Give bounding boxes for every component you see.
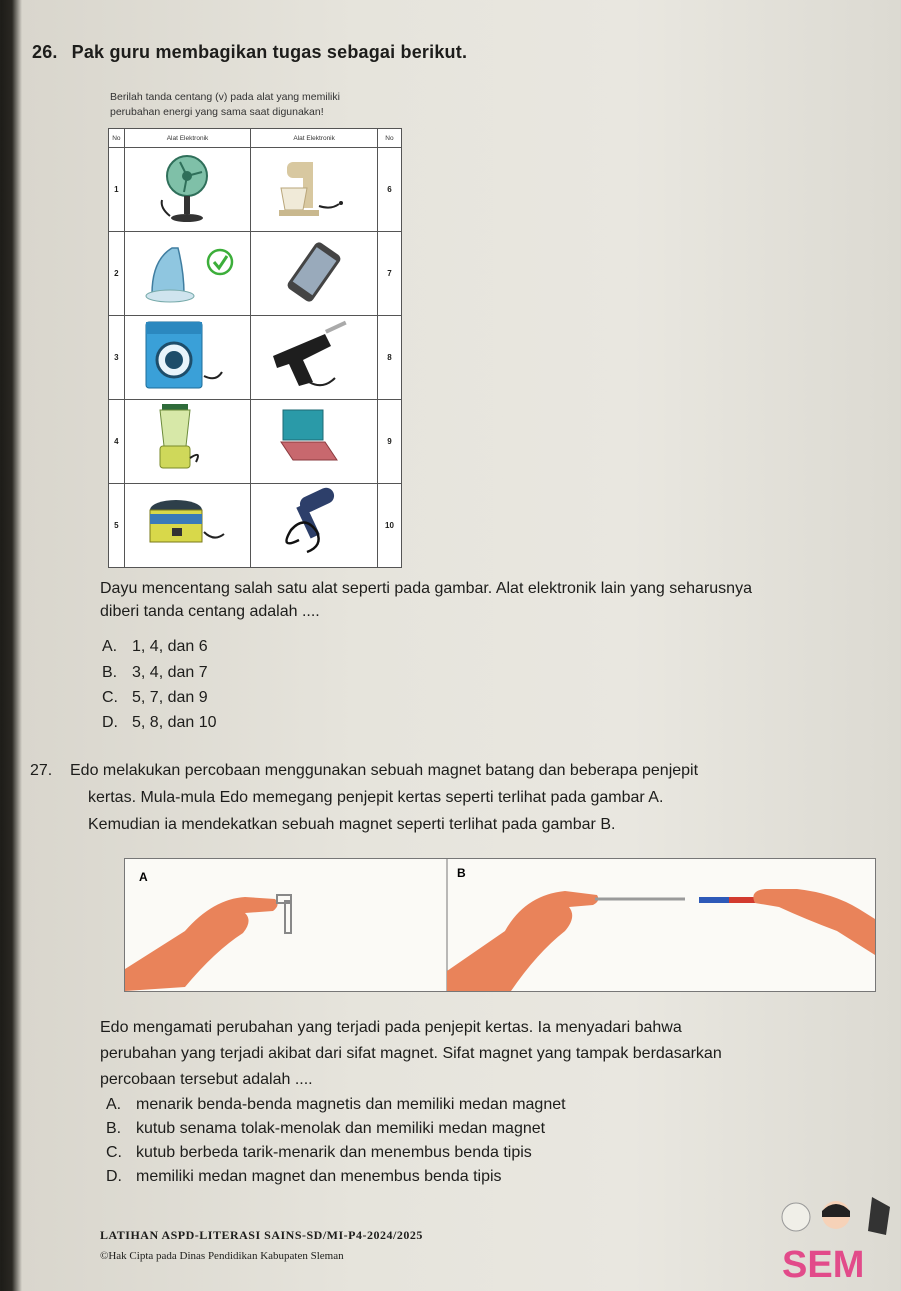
option-a[interactable] (102, 638, 208, 656)
glue-gun-icon[interactable] (251, 316, 378, 400)
question-number: 27. (30, 762, 53, 779)
option-letter: B. (102, 664, 118, 681)
row-number: 1 (109, 148, 125, 232)
question-line-text: Edo melakukan percobaan menggunakan sebuah magnet batang dan beberapa penjepit (70, 762, 699, 779)
hand-holding-clip (125, 895, 291, 991)
footer-title: LATIHAN ASPD-LITERASI SAINS-SD/MI-P4-2024/2025 (100, 1228, 423, 1242)
mixer-icon[interactable] (251, 148, 378, 232)
option-text: 5, 7, dan 9 (132, 689, 208, 706)
header-appliance: Alat Elektronik (251, 129, 378, 148)
blender-icon[interactable] (124, 400, 251, 484)
sema-logo (760, 1195, 900, 1286)
hand-holding-magnet (699, 889, 875, 955)
option-text: 3, 4, dan 7 (132, 664, 208, 681)
row-number: 2 (109, 232, 125, 316)
row-number: 3 (109, 316, 125, 400)
question-heading: Pak guru membagikan tugas sebagai berikut. (71, 42, 468, 62)
question-26-text (100, 575, 890, 625)
row-number: 8 (377, 316, 401, 400)
header-appliance: Alat Elektronik (124, 129, 251, 148)
figure-b-label: B (457, 866, 466, 880)
table-instruction (110, 90, 410, 120)
paragraph-line: perubahan yang terjadi akibat dari sifat magnet. Sifat magnet yang tampak berdasarkan (100, 1045, 722, 1062)
table-row (109, 316, 402, 400)
option-letter: D. (102, 714, 118, 731)
option-text: memiliki medan magnet dan menembus benda tipis (136, 1168, 502, 1185)
table-header-row (109, 129, 402, 148)
instruction-line: Berilah tanda centang (v) pada alat yang memiliki (110, 91, 340, 103)
option-letter: C. (106, 1144, 122, 1161)
logo-text: SEM (782, 1244, 865, 1286)
question-27-text (30, 757, 890, 838)
bar-magnet-icon (699, 897, 729, 903)
figure-a-label: A (139, 870, 148, 884)
question-27-paragraph (100, 1015, 890, 1093)
option-text: 5, 8, dan 10 (132, 714, 217, 731)
option-c[interactable] (106, 1144, 532, 1162)
row-number: 7 (377, 232, 401, 316)
fan-icon[interactable] (124, 148, 251, 232)
magnet-figure (124, 858, 876, 992)
row-number: 4 (109, 400, 125, 484)
rice-cooker-icon[interactable] (124, 484, 251, 568)
question-26-title (32, 42, 467, 63)
hair-dryer-icon[interactable] (251, 484, 378, 568)
row-number: 6 (377, 148, 401, 232)
table-row (109, 148, 402, 232)
table-row (109, 232, 402, 316)
option-text: menarik benda-benda magnetis dan memiliki medan magnet (136, 1096, 566, 1113)
option-text: kutub senama tolak-menolak dan memiliki medan magnet (136, 1120, 546, 1137)
appliance-table (108, 128, 402, 568)
phone-icon[interactable] (251, 232, 378, 316)
hand-holding-clips (447, 891, 685, 991)
header-no: No (109, 129, 125, 148)
header-no: No (377, 129, 401, 148)
option-b[interactable] (102, 664, 208, 682)
laptop-icon[interactable] (251, 400, 378, 484)
row-number: 5 (109, 484, 125, 568)
option-text: 1, 4, dan 6 (132, 638, 208, 655)
option-a[interactable] (106, 1096, 566, 1114)
paragraph-line: percobaan tersebut adalah .... (100, 1071, 313, 1088)
option-letter: A. (102, 638, 118, 655)
paragraph-line: Edo mengamati perubahan yang terjadi pada penjepit kertas. Ia menyadari bahwa (100, 1019, 682, 1036)
question-line: diberi tanda centang adalah .... (100, 603, 320, 620)
row-number: 10 (377, 484, 401, 568)
option-b[interactable] (106, 1120, 545, 1138)
option-d[interactable] (102, 714, 217, 732)
question-line (30, 757, 890, 784)
option-text: kutub berbeda tarik-menarik dan menembus benda tipis (136, 1144, 532, 1161)
option-d[interactable] (106, 1168, 502, 1186)
table-row (109, 484, 402, 568)
footer-copyright: ©Hak Cipta pada Dinas Pendidikan Kabupaten Sleman (100, 1250, 344, 1262)
option-letter: D. (106, 1168, 122, 1185)
option-letter: A. (106, 1096, 122, 1113)
option-letter: C. (102, 689, 118, 706)
question-number: 26. (32, 42, 58, 62)
checkmark-icon (208, 250, 232, 274)
option-c[interactable] (102, 689, 208, 707)
paper-clip-icon (285, 901, 291, 933)
table-row (109, 400, 402, 484)
row-number: 9 (377, 400, 401, 484)
washing-machine-icon[interactable] (124, 316, 251, 400)
question-line: kertas. Mula-mula Edo memegang penjepit kertas seperti terlihat pada gambar A. (88, 789, 664, 806)
iron-icon[interactable] (124, 232, 251, 316)
question-line: Kemudian ia mendekatkan sebuah magnet seperti terlihat pada gambar B. (88, 816, 616, 833)
instruction-line: perubahan energi yang sama saat digunakan! (110, 106, 324, 118)
option-letter: B. (106, 1120, 122, 1137)
question-line: Dayu mencentang salah satu alat seperti pada gambar. Alat elektronik lain yang seharusnya (100, 580, 752, 597)
